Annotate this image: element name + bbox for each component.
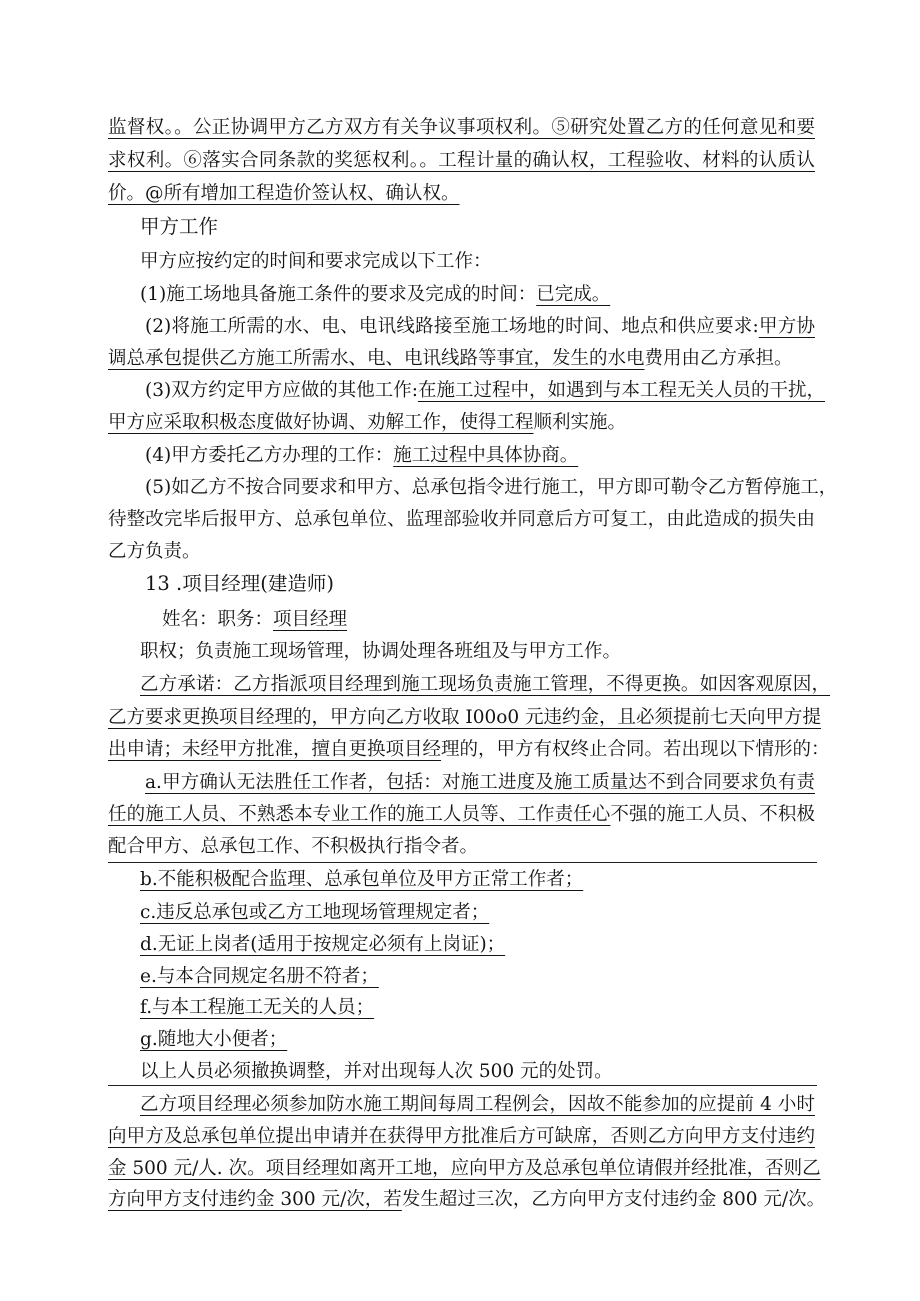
underlined-text: a.甲方确认无法胜任工作者，包括：对施工进度及施工质量达不到合同要求负有责: [145, 772, 815, 793]
plain-text: (2)将施工所需的水、电、电讯线路接至施工场地的时间、地点和供应要求:: [145, 316, 759, 337]
text-line: [108, 738, 830, 762]
underlined-text: 监督权。。公正协调甲方乙方双方有关争议事项权利。⑤研究处置乙方的任何意见和要: [108, 117, 815, 138]
text-line: [108, 347, 793, 371]
underlined-text: 乙方项目经理必须参加防水施工期间每周工程例会，因故不能参加的应提前 4 小时: [140, 1094, 815, 1115]
underlined-text: 方向甲方支付违约金 300 元/次，若: [108, 1189, 402, 1210]
list-item: [140, 965, 379, 989]
plain-text: 职权；负责施工现场管理，协调处理各班组及与甲方工作。: [140, 641, 622, 662]
text-line: [140, 283, 610, 307]
text-line: [108, 540, 201, 564]
underlined-text: g.随地大小便者；: [140, 1029, 288, 1050]
plain-text: 费用由乙方承担。: [644, 348, 793, 369]
text-line: [108, 1188, 826, 1212]
text-line: [145, 444, 578, 468]
list-item: [140, 901, 489, 925]
underlined-text: 在施工过程中，如遇到与本工程无关人员的干扰，: [417, 380, 825, 401]
underlined-text: 项目经理: [273, 609, 348, 630]
underlined-text: 价。@所有增加工程造价签认权、确认权。: [108, 183, 460, 204]
text-line: [108, 803, 815, 827]
text-line: [140, 250, 492, 274]
plain-text: 待整改完毕后报甲方、总承包单位、监理部验收并同意后方可复工，由此造成的损失由: [108, 509, 815, 530]
text-line: [108, 1125, 815, 1149]
text-line: [140, 1060, 613, 1084]
underlined-text: 乙方承诺：乙方指派项目经理到施工现场负责施工管理，不得更换。如因客观原因，: [140, 674, 830, 695]
text-line: [108, 1157, 821, 1181]
underlined-text: 甲方协: [758, 316, 815, 337]
underlined-text: 出申请；未经甲方批准，擅自更换项目经: [108, 739, 442, 760]
underlined-text: 求权利。⑥落实合同条款的奖惩权利。。工程计量的确认权，工程验收、材料的认质认: [108, 150, 815, 171]
plain-text: (5)如乙方不按合同要求和甲方、总承包指令进行施工，甲方即可勒令乙方暂停施工，: [145, 477, 838, 498]
list-item: [140, 868, 583, 892]
plain-text: 姓名：职务：: [162, 609, 274, 630]
section-heading: 甲方工作: [140, 215, 219, 238]
plain-text: 甲方应按约定的时间和要求完成以下工作：: [140, 251, 492, 272]
underlined-text: 向甲方及总承包单位提出申请并在获得甲方批准后方可缺席，否则乙方向甲方支付违约: [108, 1126, 815, 1147]
text-line: [145, 379, 825, 403]
plain-text: 发生超过三次，乙方向甲方支付违约金 800 元/次。: [401, 1189, 826, 1210]
list-item: [140, 933, 505, 957]
plain-text: 以上人员必须撤换调整，并对出现每人次 500 元的处罚。: [140, 1061, 613, 1082]
plain-text: (4)甲方委托乙方办理的工作：: [145, 445, 394, 466]
plain-text: (3)双方约定甲方应做的其他工作:: [145, 380, 418, 401]
text-line: [108, 508, 815, 532]
text-line: [140, 1093, 815, 1117]
underlined-text: 乙方要求更换项目经理的，甲方向乙方收取 I00o0 元违约金，且必须提前七天向甲方提: [108, 707, 822, 728]
plain-text: 不强的施工人员、不积极: [610, 804, 815, 825]
text-line: [108, 835, 478, 859]
underlined-text: 甲方应采取积极态度做好协调、劝解工作，使得工程: [108, 412, 534, 433]
text-line: [162, 608, 347, 632]
list-item: [140, 996, 374, 1020]
text-line: [145, 771, 815, 795]
text-line: [108, 116, 815, 140]
plain-text: 顺利实施。: [533, 412, 627, 433]
text-line: [145, 315, 815, 339]
underlined-text: 施工过程中具体协商。: [393, 445, 579, 466]
horizontal-rule: [108, 862, 817, 863]
plain-text: 理的，甲方有权终止合同。若出现以下情形的：: [441, 739, 830, 760]
underlined-text: 金 500 元/人. 次。项目经理如离开工地，应向甲方及总承包单位请假并经批准，否则乙: [108, 1158, 821, 1179]
text-line: [108, 182, 460, 206]
plain-text: 乙方负责。: [108, 541, 201, 562]
list-item: [140, 1028, 287, 1052]
underlined-text: b.不能积极配合监理、总承包单位及甲方正常工作者；: [140, 869, 584, 890]
plain-text: 配合甲方、总承包工作、不积极执行指令者。: [108, 836, 479, 857]
text-line: [108, 411, 626, 435]
underlined-text: f.与本工程施工无关的人员；: [140, 997, 375, 1018]
text-line: [140, 673, 830, 697]
section-heading: 13 .项目经理(建造师): [145, 572, 334, 595]
underlined-text: 任的施工人员、不熟悉本专业工作的施工人员等、工作责任心: [108, 804, 611, 825]
underlined-text: 已完成。: [536, 284, 611, 305]
text-line: [108, 149, 815, 173]
underlined-text: e.与本合同规定名册不符者；: [140, 966, 379, 987]
underlined-text: 调总承包提供乙方施工所需水、电、电讯线路等事宜，发生的水电: [108, 348, 645, 369]
text-line: [145, 476, 838, 500]
text-line: [108, 706, 822, 730]
underlined-text: c.违反总承包或乙方工地现场管理规定者；: [140, 902, 490, 923]
text-line: [140, 640, 621, 664]
plain-text: (1)施工场地具备施工条件的要求及完成的时间：: [140, 284, 537, 305]
underlined-text: d.无证上岗者(适用于按规定必须有上岗证)；: [140, 934, 506, 955]
horizontal-rule: [108, 1085, 817, 1086]
